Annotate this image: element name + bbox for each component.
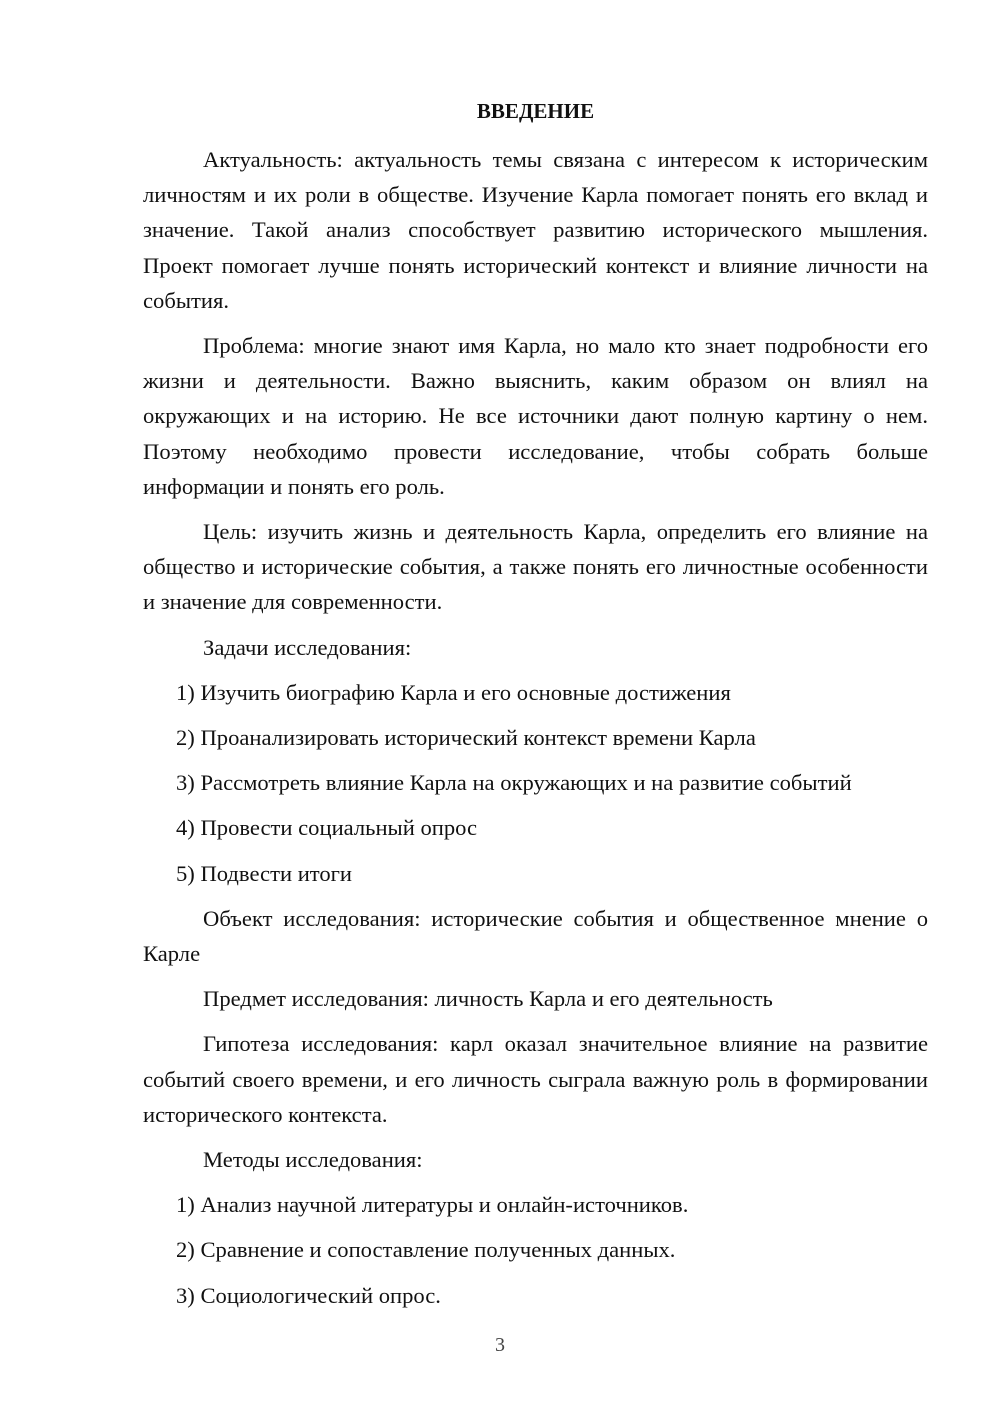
method-item-1: 1) Анализ научной литературы и онлайн-источников. <box>176 1192 689 1218</box>
task-item-1: 1) Изучить биографию Карла и его основные достижения <box>176 679 731 705</box>
goal-paragraph: Цель: изучить жизнь и деятельность Карла, определить его влияние на общество и исторические события, а также понять его личностные особенности и значение для современности. <box>143 519 928 615</box>
methods-heading: Методы исследования: <box>203 1147 423 1173</box>
document-page <box>143 92 928 1323</box>
task-item-4: 4) Провести социальный опрос <box>176 815 478 841</box>
method-item-2: 2) Сравнение и сопоставление полученных данных. <box>176 1237 676 1263</box>
problem-paragraph: Проблема: многие знают имя Карла, но мало кто знает подробности его жизни и деятельности. Важно выяснить, каким образом он влиял на окружающих и на историю. Не все источники дают полную картину о нем. Поэтому необходимо провести исследование, чтобы собрать больше информации и понять его роль. <box>143 333 928 499</box>
task-item-2: 2) Проанализировать исторический контекст времени Карла <box>176 725 756 751</box>
section-title: ВВЕДЕНИЕ <box>476 99 595 123</box>
method-item-3: 3) Социологический опрос. <box>176 1282 441 1308</box>
relevance-paragraph: Актуальность: актуальность темы связана с интересом к историческим личностям и их роли в обществе. Изучение Карла помогает понять его вклад и значение. Такой анализ способствует развитию исторического мышления. Проект помогает лучше понять исторический контекст и влияние личности на события. <box>143 147 928 313</box>
page-number: 3 <box>495 1334 505 1356</box>
object-paragraph: Объект исследования: исторические события и общественное мнение о Карле <box>143 905 928 967</box>
hypothesis-paragraph: Гипотеза исследования: карл оказал значительное влияние на развитие событий своего времени, и его личность сыграла важную роль в формировании исторического контекста. <box>143 1031 928 1127</box>
tasks-heading: Задачи исследования: <box>203 634 412 660</box>
task-item-3: 3) Рассмотреть влияние Карла на окружающих и на развитие событий <box>176 770 852 796</box>
task-item-5: 5) Подвести итоги <box>176 860 353 886</box>
subject-paragraph: Предмет исследования: личность Карла и его деятельность <box>203 986 773 1012</box>
